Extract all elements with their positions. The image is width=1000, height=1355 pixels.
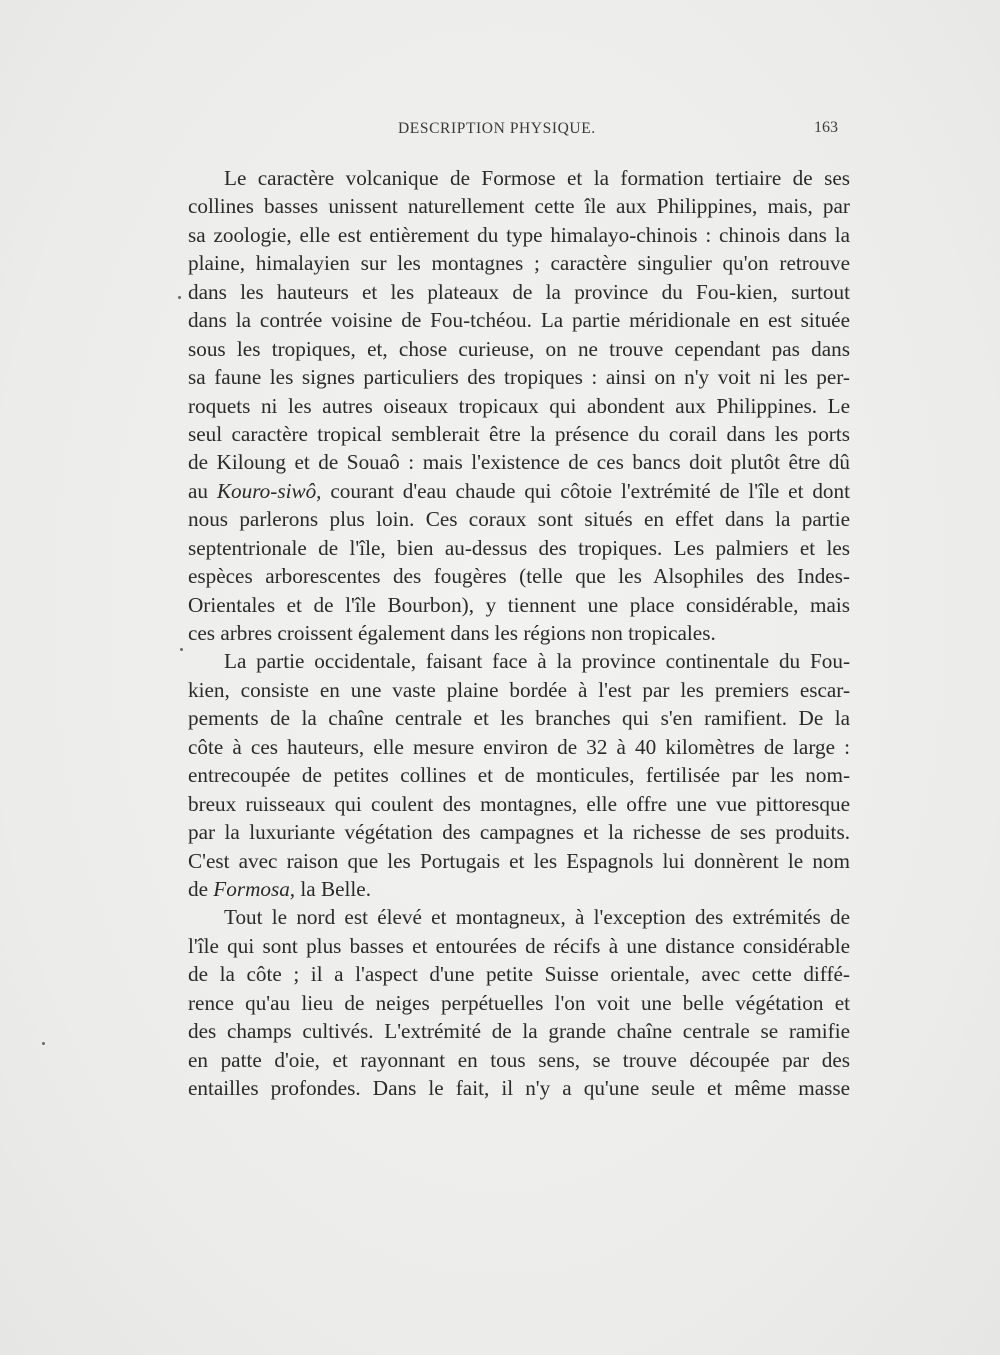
text-line: sa zoologie, elle est entièrement du type himalayo-chinois : chinois dans la [188,222,850,247]
text-line: de Kiloung et de Souaô : mais l'existence de ces bancs doit plutôt être dû [188,450,850,475]
text-line: C'est avec raison que les Portugais et les Espagnols lui donnèrent le nom [188,848,850,873]
text-line: seul caractère tropical semblerait être la présence du corail dans les ports [188,421,850,446]
text-line: kien, consiste en une vaste plaine bordée à l'est par les premiers escar- [188,677,850,702]
paper-speck [42,1042,45,1045]
text-line: des champs cultivés. L'extrémité de la grande chaîne centrale se ramifie [188,1019,850,1044]
text-line: sous les tropiques, et, chose curieuse, on ne trouve cependant pas dans [188,336,850,361]
line-suffix: la Belle. [295,876,372,901]
text-line: breux ruisseaux qui coulent des montagnes, elle offre une vue pittoresque [188,791,850,816]
page-number: 163 [814,119,838,136]
text-line: rence qu'au lieu de neiges perpétuelles l'on voit une belle végétation et [188,990,850,1015]
paper-speck [180,648,183,651]
text-line: Tout le nord est élevé et montagneux, à l'exception des extrémités de [224,905,850,930]
text-line: l'île qui sont plus basses et entourées de récifs à une distance considérable [188,933,850,958]
text-line: pements de la chaîne centrale et les branches qui s'en ramifient. De la [188,706,850,731]
text-line: plaine, himalayien sur les montagnes ; caractère singulier qu'on retrouve [188,251,850,276]
text-line: en patte d'oie, et rayonnant en tous sens, se trouve découpée par des [188,1047,850,1072]
text-line: Le caractère volcanique de Formose et la formation tertiaire de ses [224,166,850,190]
body-text [188,164,850,1102]
text-line: La partie occidentale, faisant face à la province continentale du Fou- [224,649,850,674]
italic-term: Kouro-siwô, [216,478,322,503]
text-line: roquets ni les autres oiseaux tropicaux qui abondent aux Philippines. Le [188,393,850,418]
text-line: ces arbres croissent également dans les régions non tropicales. [188,621,716,645]
line-prefix: de [188,876,214,901]
text-line: collines basses unissent naturellement cette île aux Philippines, mais, par [188,194,850,219]
text-line: Orientales et de l'île Bourbon), y tiennent une place considérable, mais [188,592,850,617]
text-line: dans les hauteurs et les plateaux de la province du Fou-kien, surtout [188,279,850,304]
paper-speck [178,296,181,299]
text-line: nous parlerons plus loin. Ces coraux sont situés en effet dans la partie [188,507,850,532]
text-line: septentrionale de l'île, bien au-dessus des tropiques. Les palmiers et les [188,535,850,560]
running-title: DESCRIPTION PHYSIQUE. [398,120,596,137]
text-line [188,875,850,903]
text-line: côte à ces hauteurs, elle mesure environ de 32 à 40 kilomètres de large : [188,734,850,759]
text-line [188,477,850,505]
text-line: par la luxuriante végétation des campagnes et la richesse de ses produits. [188,820,850,845]
text-line: entrecoupée de petites collines et de monticules, fertilisée par les nom- [188,763,850,788]
line-suffix: courant d'eau chaude qui côtoie l'extrémité de l'île et dont [321,478,850,503]
text-line: dans la contrée voisine de Fou-tchéou. La partie méridionale en est située [188,308,850,333]
line-prefix: au [188,478,217,503]
text-line: de la côte ; il a l'aspect d'une petite Suisse orientale, avec cette diffé- [188,962,850,987]
text-line: entailles profondes. Dans le fait, il n'y a qu'une seule et même masse [188,1076,850,1100]
italic-term: Formosa, [213,876,296,901]
text-line: sa faune les signes particuliers des tropiques : ainsi on n'y voit ni les per- [188,365,850,390]
text-line: espèces arborescentes des fougères (telle que les Alsophiles des Indes- [188,564,850,589]
